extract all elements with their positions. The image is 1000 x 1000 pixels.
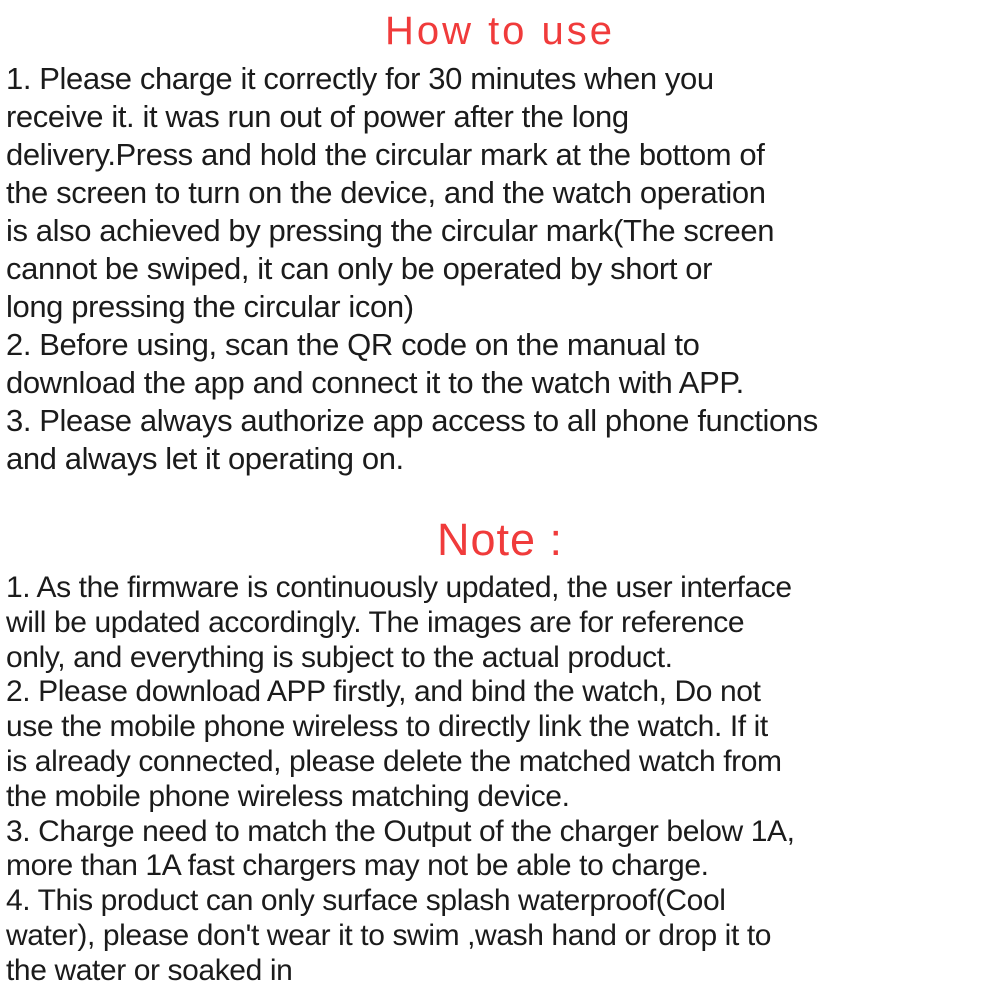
text-line: 1. As the firmware is continuously updated, the user interface bbox=[6, 571, 792, 604]
text-line: and always let it operating on. bbox=[6, 441, 404, 476]
text-line: long pressing the circular icon) bbox=[6, 289, 414, 324]
text-line: cannot be swiped, it can only be operated by short or bbox=[6, 251, 713, 286]
text-line: water), please don't wear it to swim ,wash hand or drop it to bbox=[6, 918, 772, 952]
text-line: 2. Please download APP firstly, and bind the watch, Do not bbox=[6, 675, 761, 709]
text-line: 1. Please charge it correctly for 30 minutes when you bbox=[6, 61, 714, 96]
text-line: 3. Charge need to match the Output of the charger below 1A, bbox=[6, 814, 795, 848]
text-line: only, and everything is subject to the actual product. bbox=[6, 640, 673, 674]
text-line: 3. Please always authorize app access to all phone functions bbox=[6, 403, 818, 438]
text-line: the water or soaked in bbox=[6, 953, 293, 987]
text-line: 2. Before using, scan the QR code on the manual to bbox=[6, 327, 700, 362]
text-line: download the app and connect it to the watch with APP. bbox=[6, 365, 744, 400]
text-line: 4. This product can only surface splash waterproof(Cool bbox=[6, 884, 726, 918]
text-line: the mobile phone wireless matching device. bbox=[6, 779, 570, 813]
text-line: the screen to turn on the device, and the watch operation bbox=[6, 175, 766, 210]
text-line: delivery.Press and hold the circular mark at the bottom of bbox=[6, 137, 765, 172]
how-to-use-heading: How to use bbox=[384, 9, 616, 53]
how-to-use-text bbox=[0, 60, 1000, 478]
note-text bbox=[0, 571, 1000, 989]
text-line: use the mobile phone wireless to directly link the watch. If it bbox=[6, 710, 768, 744]
text-line: more than 1A fast chargers may not be able to charge. bbox=[6, 849, 709, 883]
text-line: receive it. it was run out of power after the long bbox=[6, 99, 629, 134]
text-line: is already connected, please delete the matched watch from bbox=[6, 744, 782, 778]
note-heading: Note : bbox=[436, 514, 564, 565]
text-line: will be updated accordingly. The images are for reference bbox=[6, 605, 745, 639]
text-line: is also achieved by pressing the circular mark(The screen bbox=[6, 213, 775, 248]
